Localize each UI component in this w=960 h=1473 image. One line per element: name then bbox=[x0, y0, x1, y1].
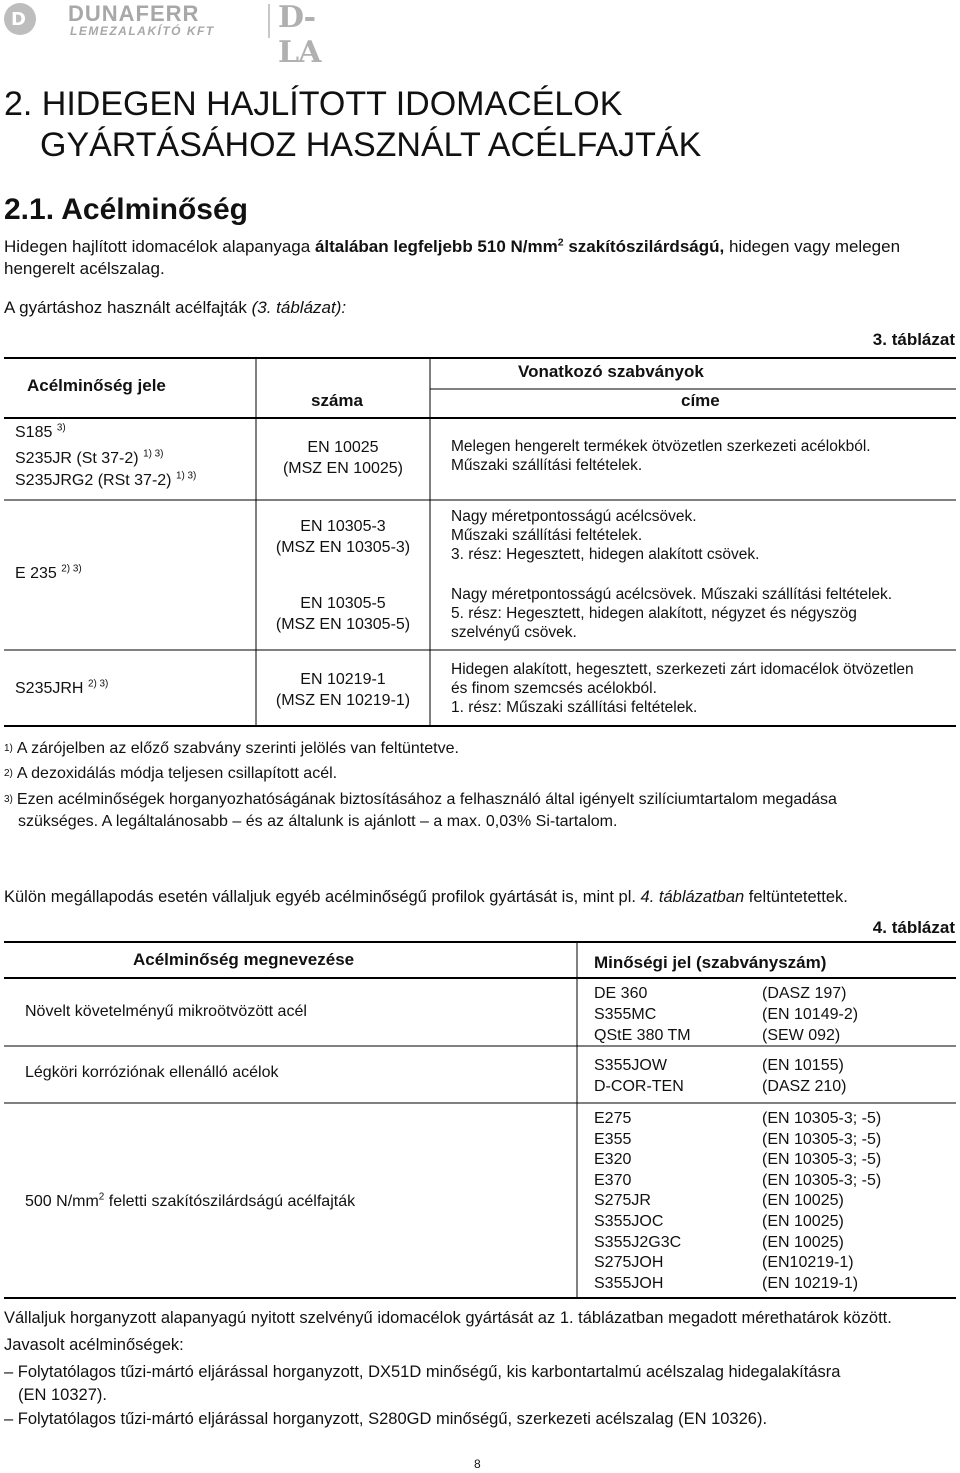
closing-paragraph: Vállaljuk horganyzott alapanyagú nyitott szelvényű idomacélok gyártását az 1. táblázatban megadott mérethatárok között. bbox=[4, 1309, 892, 1327]
footnote-3-continued: szükséges. A legáltalánosabb – és az általunk is ajánlott – a max. 0,03% Si-tartalom. bbox=[18, 813, 618, 830]
standard-title: Nagy méretpontosságú acélcsövek. Műszaki szállítási feltételek. 3. rész: Hegesztett, hidegen alakított csövek. bbox=[451, 508, 760, 563]
dunaferr-emblem-icon: D bbox=[4, 3, 36, 35]
table-row: S235JRH $^{2) 3)}$ bbox=[15, 678, 109, 697]
standard-title: Melegen hengerelt termékek ötvözetlen szerkezeti acélokból. Műszaki szállítási feltételek. bbox=[451, 438, 871, 474]
col-header-quality-mark: Minőségi jel (szabványszám) bbox=[594, 953, 827, 972]
recommended-heading: Javasolt acélminőségek: bbox=[4, 1336, 184, 1354]
list-item-continued: (EN 10327). bbox=[18, 1386, 107, 1404]
quality-marks: S355JOW D-COR-TEN bbox=[594, 1057, 684, 1095]
standard-title: Nagy méretpontosságú acélcsövek. Műszaki szállítási feltételek. 5. rész: Hegesztett, hidegen alakított, négyzet és négyszög szelvényű csövek. bbox=[451, 586, 893, 641]
table-row: E 235 $^{2) 3)}$ bbox=[15, 563, 82, 582]
col-header-number: száma bbox=[311, 391, 363, 410]
list-item: – Folytatólagos tűzi-mártó eljárással horganyzott, S280GD minőségű, szerkezeti acélszalag (EN 10326). bbox=[4, 1410, 768, 1428]
intro-paragraph: Hidegen hajlított idomacélok alapanyaga általában legfeljebb 510 $N/mm^2$ szakítószilárdságú, hidegen vagy melegen hengerelt acélszalag. bbox=[4, 236, 901, 278]
standard-numbers: (EN 10155) (DASZ 210) bbox=[762, 1057, 847, 1095]
table-reference-text: A gyártáshoz használt acélfajták (3. táblázat): bbox=[4, 298, 347, 317]
steel-name: Növelt követelményű mikroötvözött acél bbox=[25, 1003, 307, 1020]
table-row: S185 $^{3)}$ S235JR (St 37-2) $^{1) 3)}$ S235JRG2 (RSt 37-2) $^{1) 3)}$ bbox=[15, 422, 197, 489]
list-item: – Folytatólagos tűzi-mártó eljárással horganyzott, DX51D minőségű, kis karbontartalmú acélszalag hidegalakításra bbox=[4, 1363, 841, 1381]
dla-logo: D-LA bbox=[278, 0, 321, 70]
page-number: 8 bbox=[474, 1457, 481, 1471]
logo-main-text: DUNAFERR bbox=[68, 1, 200, 26]
steel-name: 500 $N/mm^2$ feletti szakítószilárdságú acélfajták bbox=[25, 1191, 356, 1210]
standard-numbers: (DASZ 197) (EN 10149-2) (SEW 092) bbox=[762, 985, 859, 1044]
table4-label: 4. táblázat bbox=[872, 918, 955, 937]
agreement-paragraph: Külön megállapodás esetén vállaljuk egyéb acélminőségű profilok gyártását is, mint pl. 4. táblázatban feltüntetettek. bbox=[4, 888, 848, 906]
quality-marks: E275 E355 E320 E370 S275JR S355JOC S355J2G3C S275JOH S355JOH bbox=[594, 1110, 682, 1292]
standard-title: Hidegen alakított, hegesztett, szerkezeti zárt idomacélok ötvözetlen és finom szemcsés acélokból. 1. rész: Műszaki szállítási feltételek. bbox=[451, 661, 914, 716]
standard-number: EN 10219-1 (MSZ EN 10219-1) bbox=[275, 671, 411, 709]
standard-number: EN 10025 (MSZ EN 10025) bbox=[282, 439, 404, 477]
footnote-2: $^{2)}$ A dezoxidálás módja teljesen csillapított acél. bbox=[4, 765, 338, 782]
quality-marks: DE 360 S355MC QStE 380 TM bbox=[594, 985, 691, 1044]
section-heading: 2.1. Acélminőség bbox=[4, 193, 248, 226]
logo-sub-text: LEMEZALAKÍTÓ KFT bbox=[70, 24, 215, 38]
col-header-title: címe bbox=[681, 391, 720, 410]
col-header-steel-name: Acélminőség megnevezése bbox=[133, 950, 355, 969]
col-header-standards: Vonatkozó szabványok bbox=[518, 362, 704, 381]
footnote-1: $^{1)}$ A zárójelben az előző szabvány szerinti jelölés van feltüntetve. bbox=[4, 740, 459, 757]
page-title-line2: GYÁRTÁSÁHOZ HASZNÁLT ACÉLFAJTÁK bbox=[40, 126, 702, 164]
footnote-3: $^{3)}$ Ezen acélminőségek horganyozhatóságának biztosításához a felhasználó által igényelt szilíciumtartalom megadása bbox=[4, 791, 837, 808]
standard-numbers: (EN 10305-3; -5) (EN 10305-3; -5) (EN 10305-3; -5) (EN 10305-3; -5) (EN 10025) (EN 10025) (EN 10025) (EN10219-1) (EN 10219-1) bbox=[762, 1110, 882, 1292]
col-header-grade: Acélminőség jele bbox=[27, 376, 166, 395]
table3-label: 3. táblázat bbox=[872, 330, 955, 349]
steel-name: Légköri korróziónak ellenálló acélok bbox=[25, 1064, 279, 1081]
standard-number: EN 10305-3 (MSZ EN 10305-3) bbox=[275, 518, 411, 556]
standard-number: EN 10305-5 (MSZ EN 10305-5) bbox=[275, 595, 411, 633]
page-title-line1: 2. HIDEGEN HAJLÍTOTT IDOMACÉLOK bbox=[4, 85, 623, 123]
